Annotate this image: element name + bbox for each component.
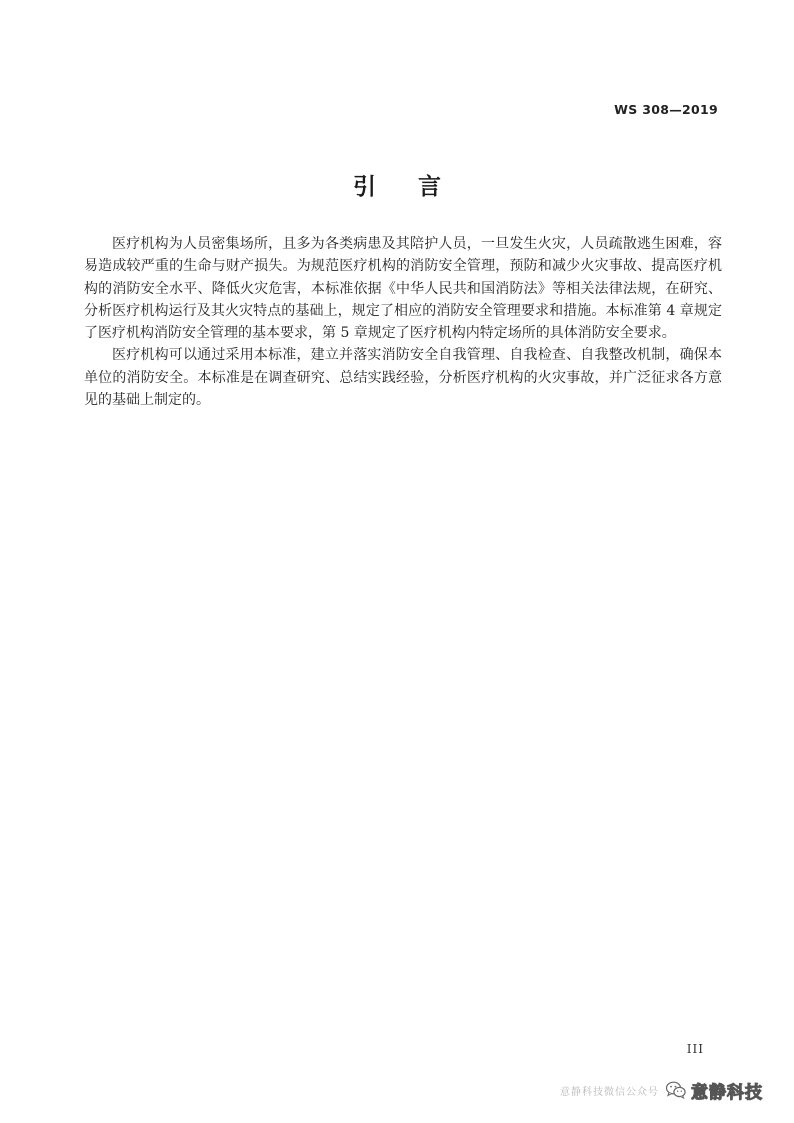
body-text bbox=[84, 233, 722, 411]
standard-code: WS 308—2019 bbox=[614, 102, 718, 117]
watermark-small-text: 意静科技微信公众号 bbox=[560, 1086, 659, 1098]
watermark bbox=[560, 1075, 780, 1105]
page-number: III bbox=[686, 1042, 704, 1056]
page-title: 引言 bbox=[353, 174, 483, 200]
paragraph-1: 医疗机构为人员密集场所，且多为各类病患及其陪护人员，一旦发生火灾，人员疏散逃生困难，容易造成较严重的生命与财产损失。为规范医疗机构的消防安全管理，预防和减少火灾事故、提高医疗机构的消防安全水平、降低火灾危害，本标准依据《中华人民共和国消防法》等相关法律法规，在研究、分析医疗机构运行及其火灾特点的基础上，规定了相应的消防安全管理要求和措施。本标准第 4 章规定了医疗机构消防安全管理的基本要求，第 5 章规定了医疗机构内特定场所的具体消防安全要求。 bbox=[84, 236, 722, 342]
paragraph-2: 医疗机构可以通过采用本标准，建立并落实消防安全自我管理、自我检查、自我整改机制，确保本单位的消防安全。本标准是在调查研究、总结实践经验，分析医疗机构的火灾事故，并广泛征求各方意见的基础上制定的。 bbox=[84, 347, 722, 409]
watermark-brand: 意静科技 bbox=[691, 1082, 763, 1103]
wechat-icon bbox=[665, 1080, 687, 1100]
